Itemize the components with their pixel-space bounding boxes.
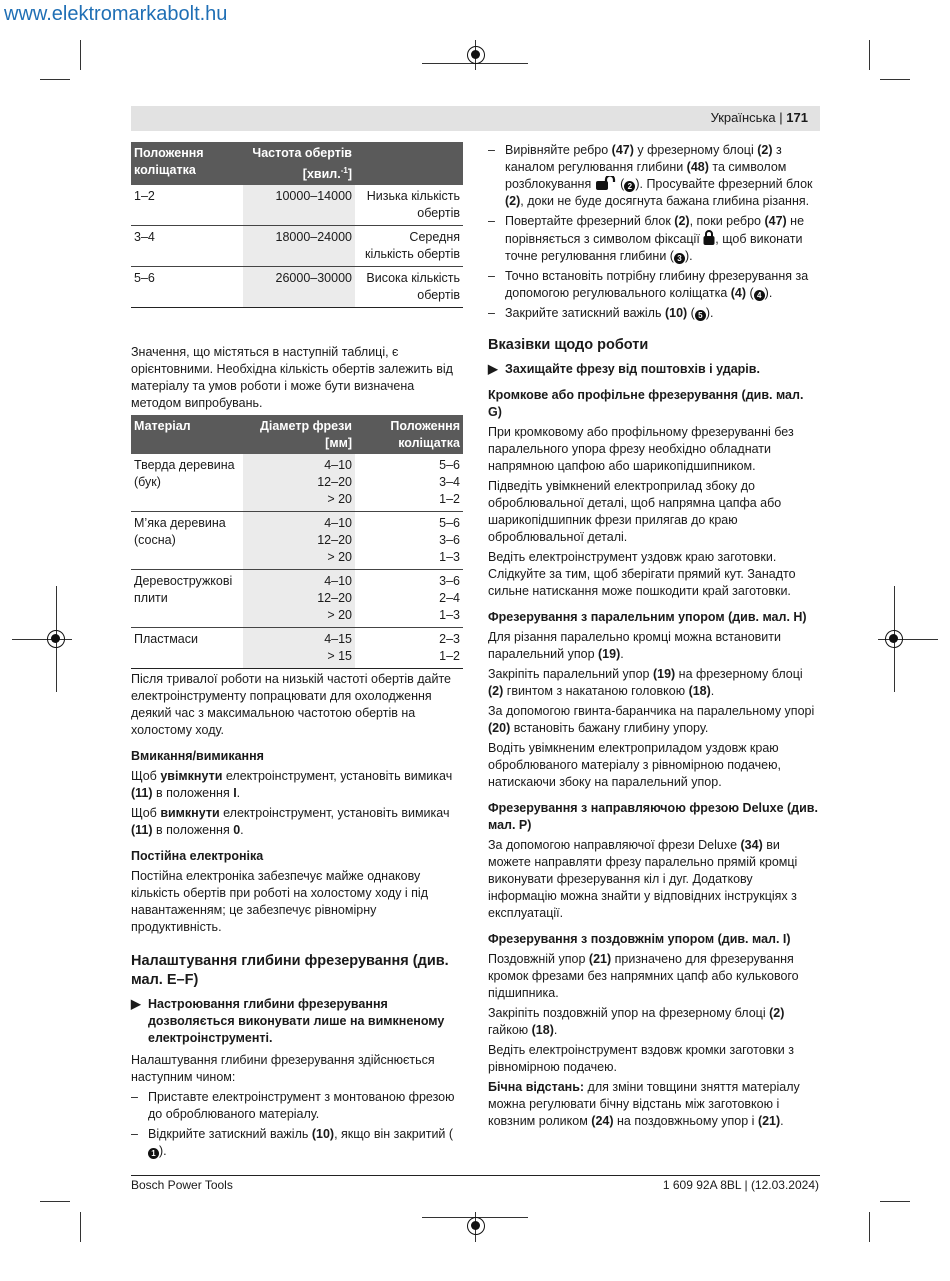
table-row bbox=[131, 454, 463, 512]
table-cell: Пластмаси bbox=[131, 628, 243, 669]
table-cell: 1–2 bbox=[131, 185, 243, 226]
header-language: Українська bbox=[710, 110, 776, 125]
crop-mark bbox=[869, 40, 870, 70]
table-cell: 10000–14000 bbox=[243, 185, 355, 226]
parallel-paragraph: Водіть увімкненим електроприладом уздовж краю оброблюваного матеріалу з рівномірною подачею, натискаючи збоку на паралельний упор. bbox=[488, 741, 781, 789]
parallel-paragraph: Для різання паралельно кромці можна встановити паралельний упор (19). bbox=[488, 630, 781, 661]
registration-mark-icon bbox=[467, 46, 485, 64]
step-number-icon: 2 bbox=[624, 181, 635, 192]
arrow-icon: ▶ bbox=[488, 362, 498, 376]
work-heading: Вказівки щодо роботи bbox=[488, 337, 649, 353]
electronics-paragraph: Постійна електроніка забезпечує майже однакову кількість обертів при роботі на холостому ходу і під навантаженням; це забезпечує рівномірну продуктивність. bbox=[131, 869, 429, 935]
table-row bbox=[131, 512, 463, 570]
longitudinal-paragraph: Поздовжній упор (21) призначено для фрезерування кромок фрезами без напрямних цапф або кулькового підшипника. bbox=[488, 952, 799, 1000]
depth-warning: ▶ Настроювання глибини фрезерування дозволяється виконувати лише на вимкненому електроінструменті. bbox=[131, 997, 445, 1046]
edge-paragraph: Підведіть увімкнений електроприлад збоку до оброблювальної деталі, щоб напрямна цапфа або шарикопідшипник фрези прилягав до краю оброблювальної деталі. bbox=[488, 479, 782, 544]
table-cell: 4–15 > 15 bbox=[243, 628, 355, 669]
left-column bbox=[131, 142, 463, 1163]
parallel-heading: Фрезерування з паралельним упором (див. мал. H) bbox=[488, 610, 807, 624]
registration-mark-icon bbox=[467, 1217, 485, 1235]
crop-mark bbox=[40, 1201, 70, 1202]
material-table-header-diameter: Діаметр фрези [мм] bbox=[243, 415, 355, 454]
table-cell: 5–6 3–6 1–3 bbox=[355, 512, 463, 570]
table-cell: 5–6 3–4 1–2 bbox=[355, 454, 463, 512]
crop-mark bbox=[80, 40, 81, 70]
table-cell: 3–4 bbox=[131, 226, 243, 267]
speed-table-header-position: Положення коліщатка bbox=[131, 142, 243, 185]
step-number-icon: 1 bbox=[148, 1148, 159, 1159]
table-cell: 4–10 12–20 > 20 bbox=[243, 570, 355, 628]
on-off-heading: Вмикання/вимикання bbox=[131, 749, 264, 764]
list-item: – Приставте електроінструмент з монтованою фрезою до оброблюваного матеріалу. bbox=[131, 1090, 455, 1122]
step-number-icon: 3 bbox=[674, 253, 685, 264]
table-cell: 5–6 bbox=[131, 267, 243, 308]
table-cell: Деревостружкові плити bbox=[131, 570, 243, 628]
table-cell: Тверда деревина (бук) bbox=[131, 454, 243, 512]
longitudinal-paragraph: Бічна відстань: для зміни товщини зняття матеріалу можна регулювати бічну відстань між заготовкою і ковзним роликом (24) на поздовжньому упор і (21). bbox=[488, 1080, 800, 1128]
unlock-icon bbox=[595, 176, 617, 190]
header-separator: | bbox=[779, 110, 783, 125]
speed-table-header-speed: Частота обертів [хвил.$^{-1}$] bbox=[243, 142, 355, 185]
crop-mark bbox=[40, 79, 70, 80]
registration-mark-icon bbox=[47, 630, 65, 648]
table-cell: 26000–30000 bbox=[243, 267, 355, 308]
table-cell: 4–10 12–20 > 20 bbox=[243, 454, 355, 512]
speed-table bbox=[131, 142, 463, 308]
parallel-paragraph: Закріпіть паралельний упор (19) на фрезерному блоці (2) гвинтом з накатаною головкою (18). bbox=[488, 667, 803, 698]
list-item: – Повертайте фрезерний блок (2), поки ребро (47) не порівняється з символом фіксації , щоб виконати точне регулювання глибини ( 3 ). bbox=[488, 214, 805, 263]
table-cell: 3–6 2–4 1–3 bbox=[355, 570, 463, 628]
table-row bbox=[131, 570, 463, 628]
deluxe-paragraph: За допомогою направляючої фрези Deluxe (34) ви можете направляти фрезу паралельно прямій кромці виконувати фрезерування кіл і дуг. Додаткову інформацію можна знайти у відповідних інструкціях з експлуатації. bbox=[488, 838, 798, 920]
registration-mark-icon bbox=[885, 630, 903, 648]
material-table-header-position: Положення коліщатка bbox=[355, 415, 463, 454]
crop-mark bbox=[869, 1212, 870, 1242]
table-cell: 2–3 1–2 bbox=[355, 628, 463, 669]
lock-icon bbox=[703, 230, 715, 245]
material-table-header-material: Матеріал bbox=[131, 415, 243, 454]
step-number-icon: 4 bbox=[754, 290, 765, 301]
depth-heading: Налаштування глибини фрезерування (див. мал. E–F) bbox=[131, 953, 449, 989]
footer-brand: Bosch Power Tools bbox=[131, 1178, 233, 1192]
table-row bbox=[131, 226, 463, 267]
watermark[interactable]: www.elektromarkabolt.hu bbox=[4, 3, 228, 25]
list-item: – Закрийте затискний важіль (10) ( 5 ). bbox=[488, 306, 714, 320]
depth-intro: Налаштування глибини фрезерування здійснюється наступним чином: bbox=[131, 1053, 435, 1085]
deluxe-heading: Фрезерування з направляючою фрезою Deluxe (див. мал. P) bbox=[488, 801, 818, 832]
speed-table-header-desc bbox=[355, 142, 463, 185]
edge-heading: Кромкове або профільне фрезерування (див. мал. G) bbox=[488, 388, 804, 419]
right-column bbox=[488, 142, 820, 1133]
longitudinal-paragraph: Закріпіть поздовжній упор на фрезерному блоці (2) гайкою (18). bbox=[488, 1006, 785, 1037]
footer-doc-id: 1 609 92A 8BL | (12.03.2024) bbox=[662, 1178, 819, 1192]
table-cell: 18000–24000 bbox=[243, 226, 355, 267]
electronics-heading: Постійна електроніка bbox=[131, 849, 264, 864]
table-row bbox=[131, 628, 463, 669]
list-item: – Відкрийте затискний важіль (10), якщо він закритий (1 ). bbox=[131, 1127, 454, 1159]
longitudinal-heading: Фрезерування з поздовжнім упором (див. мал. I) bbox=[488, 932, 791, 946]
list-item: – Точно встановіть потрібну глибину фрезерування за допомогою регулювального коліщатка (4) ( 4 ). bbox=[488, 269, 809, 300]
table-cell: Низька кількість обертів bbox=[355, 185, 463, 226]
table-cell: Висока кількість обертів bbox=[355, 267, 463, 308]
after-table-paragraph: Після тривалої роботи на низькій частоті обертів дайте електроінструменту попрацювати для охолодження деякий час з максимальною частотою обертів на холостому ходу. bbox=[131, 672, 452, 738]
crop-mark bbox=[80, 1212, 81, 1242]
table-row bbox=[131, 267, 463, 308]
longitudinal-paragraph: Ведіть електроінструмент вздовж кромки заготовки з рівномірною подачею. bbox=[488, 1043, 794, 1074]
parallel-paragraph: За допомогою гвинта-баранчика на паралельному упорі (20) встановіть бажану глибину упору. bbox=[488, 704, 815, 735]
crop-mark bbox=[880, 1201, 910, 1202]
table-cell: Середня кількість обертів bbox=[355, 226, 463, 267]
table-row bbox=[131, 185, 463, 226]
material-table bbox=[131, 415, 463, 669]
list-item: – Вирівняйте ребро (47) у фрезерному блоці (2) з каналом регулювання глибини (48) та символом розблокування ( 2 ). Просувайте фрезерний блок (2), доки не буде досягнута бажана глибина різання. bbox=[488, 143, 813, 208]
edge-paragraph: Ведіть електроінструмент уздовж краю заготовки. Слідкуйте за тим, щоб зберігати прямий кут. Занадто сильне натискання може пошкодити край заготовки. bbox=[488, 550, 796, 598]
header-text bbox=[711, 110, 808, 125]
on-paragraph: Щоб увімкнути електроінструмент, установіть вимикач (11) в положення I. bbox=[131, 769, 453, 801]
edge-paragraph: При кромковому або профільному фрезеруванні без паралельного упора фрезу необхідно обладнати напрямною цапфою або шарикопідшипником. bbox=[488, 425, 794, 473]
intro-paragraph: Значення, що містяться в наступній таблиці, є орієнтовними. Необхідна кількість обертів залежить від матеріалу та умов роботи і може бути визначена методом випробувань. bbox=[131, 345, 453, 411]
work-warning: ▶ Захищайте фрезу від поштовхів і ударів. bbox=[488, 362, 760, 376]
footer-rule bbox=[131, 1175, 820, 1176]
page-number: 171 bbox=[786, 110, 808, 125]
step-number-icon: 5 bbox=[695, 310, 706, 321]
off-paragraph: Щоб вимкнути електроінструмент, установіть вимикач (11) в положення 0. bbox=[131, 806, 450, 838]
crop-mark bbox=[880, 79, 910, 80]
table-cell: 4–10 12–20 > 20 bbox=[243, 512, 355, 570]
page-header bbox=[131, 106, 820, 131]
arrow-icon: ▶ bbox=[131, 997, 141, 1012]
table-cell: М’яка деревина (сосна) bbox=[131, 512, 243, 570]
